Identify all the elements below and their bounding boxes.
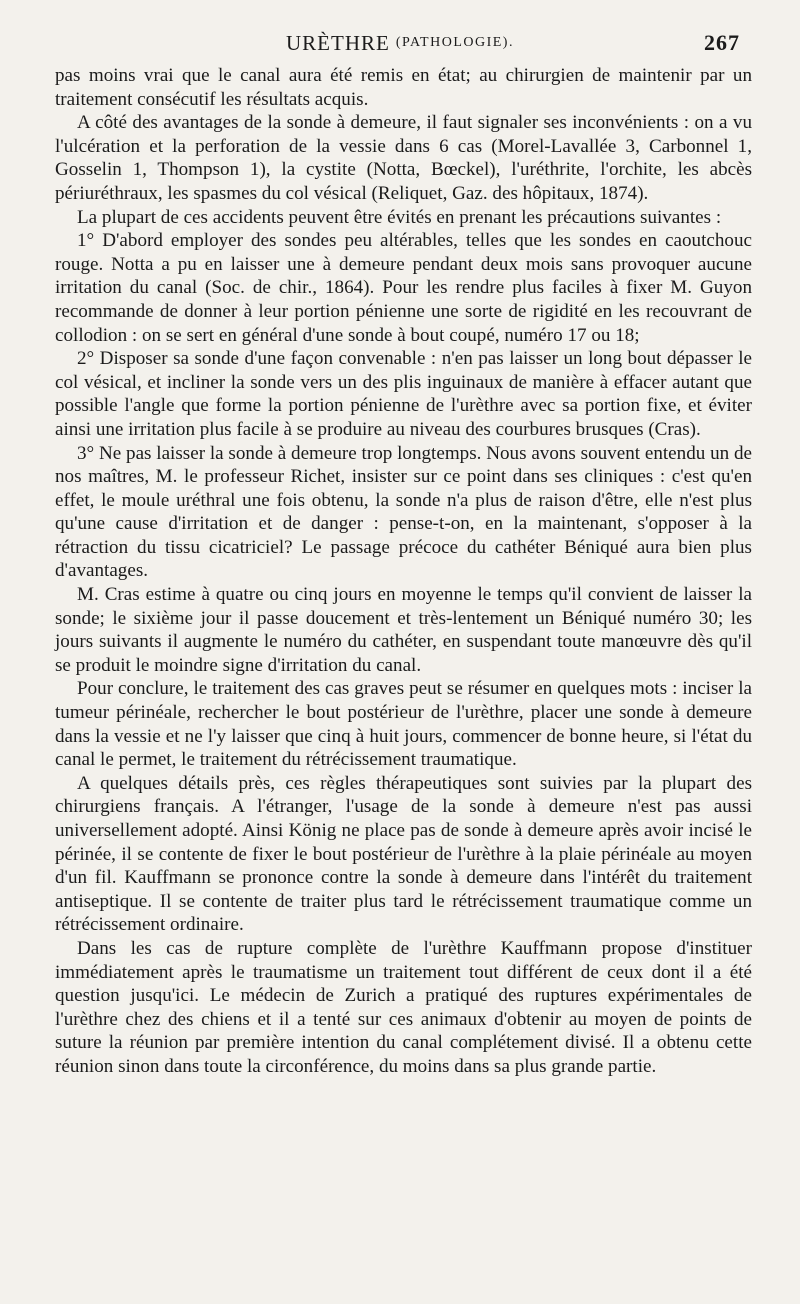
paragraph: 3° Ne pas laisser la sonde à demeure trop longtemps. Nous avons souvent entendu un de nos maîtres, M. le professeur Richet, insister sur ce point dans ses cliniques : c'est qu'en effet, le moule uréthral une fois obtenu, la sonde n'a plus de raison d'être, elle n'est plus qu'une cause d'irritation et de danger : pense-t-on, en la maintenant, s'opposer à la rétraction du tissu cicatriciel? Le passage précoce du cathéter Béniqué aura bien plus d'avantages.	[55, 442, 752, 582]
paragraph: A quelques détails près, ces règles thérapeutiques sont suivies par la plupart des chirurgiens français. A l'étranger, l'usage de la sonde à demeure n'est pas aussi universellement adopté. Ainsi König ne place pas de sonde à demeure après avoir incisé le périnée, il se contente de fixer le bout postérieur de l'urèthre à la plaie périnéale au moyen d'un fil. Kauffmann se prononce contre la sonde à demeure dans l'intérêt du traitement antiseptique. Il se contente de traiter plus tard le rétrécissement traumatique comme un rétrécissement ordinaire.	[55, 772, 752, 936]
body-text	[55, 64, 752, 1079]
paragraph: 1° D'abord employer des sondes peu altérables, telles que les sondes en caoutchouc rouge. Notta a pu en laisser une à demeure pendant deux mois sans provoquer aucune irritation du canal (Soc. de chir., 1864). Pour les rendre plus faciles à fixer M. Guyon recommande de donner à leur portion pénienne une sorte de rigidité en les recouvrant de collodion : on se sert en général d'une sonde à bout coupé, numéro 17 ou 18;	[55, 230, 752, 346]
paragraph: pas moins vrai que le canal aura été remis en état; au chirurgien de maintenir par un traitement consécutif les résultats acquis.	[55, 65, 752, 110]
paragraph: La plupart de ces accidents peuvent être évités en prenant les précautions suivantes :	[77, 206, 722, 228]
header-subtitle: (PATHOLOGIE).	[395, 35, 514, 50]
paragraph: A côté des avantages de la sonde à demeure, il faut signaler ses inconvénients : on a vu l'ulcération et la perforation de la vessie dans 6 cas (Morel-Lavallée 3, Carbonnel 1, Gosselin 1, Thompson 1), la cystite (Notta, Bœckel), l'uréthrite, l'orchite, les abcès périuréthraux, les spasmes du col vésical (Reliquet, Gaz. des hôpitaux, 1874).	[55, 112, 752, 204]
paragraph: 2° Disposer sa sonde d'une façon convenable : n'en pas laisser un long bout dépasser le col vésical, et incliner la sonde vers un des plis inguinaux de manière à effacer autant que possible l'angle que forme la portion pénienne de l'urèthre avec sa portion fixe, et éviter ainsi une irritation plus facile à se produire au niveau des courbures brusques (Cras).	[55, 348, 752, 440]
paragraph: Pour conclure, le traitement des cas graves peut se résumer en quelques mots : inciser la tumeur périnéale, rechercher le bout postérieur de l'urèthre, placer une sonde à demeure dans la vessie et ne l'y laisser que cinq à huit jours, commencer de bonne heure, si l'état du canal le permet, le traitement du rétrécissement traumatique.	[55, 678, 752, 771]
paragraph: M. Cras estime à quatre ou cinq jours en moyenne le temps qu'il convient de laisser la sonde; le sixième jour il passe doucement et très-lentement un Béniqué numéro 30; les jours suivants il augmente le numéro du cathéter, en suspendant toute manœuvre dès qu'il se produit le moindre signe d'irritation du canal.	[55, 584, 752, 676]
running-header	[60, 28, 740, 58]
page-number: 267	[704, 30, 740, 55]
paragraph: Dans les cas de rupture complète de l'urèthre Kauffmann propose d'instituer immédiatement après le traumatisme un traitement tout différent de ceux dont il a été question jusqu'ici. Le médecin de Zurich a pratiqué des ruptures expérimentales de l'urèthre chez des chiens et il a tenté sur ces animaux d'obtenir au moyen de points de suture la réunion par première intention du canal complétement divisé. Il a obtenu cette réunion sinon dans toute la circonférence, du moins dans sa plus grande partie.	[55, 937, 752, 1077]
header-title: URÈTHRE	[286, 30, 390, 55]
